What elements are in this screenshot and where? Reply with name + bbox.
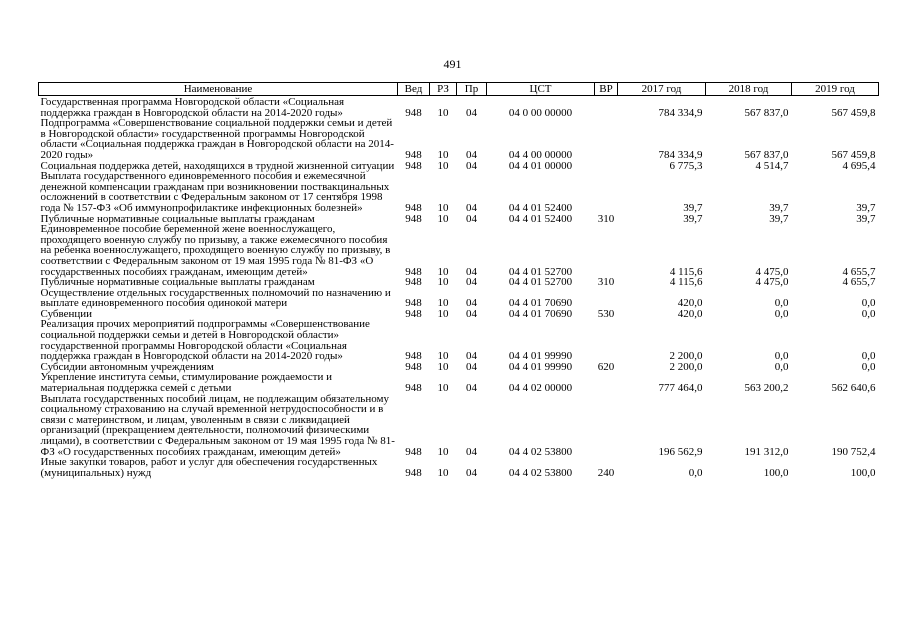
col-header-2019: 2019 год [792, 83, 879, 96]
table-row [39, 96, 879, 119]
cell-name: Государственная программа Новгородской области «Социальная поддержка граждан в Новгородской области на 2014-2020 годы» [40, 96, 345, 119]
cell-2019: 4 695,4 [842, 159, 876, 172]
cell-name: Субвенции [40, 307, 93, 320]
table-row [39, 288, 879, 309]
cell-vr: 620 [597, 360, 615, 373]
cell-vr: 310 [597, 276, 615, 289]
cell-2019: 4 655,7 [842, 265, 876, 278]
budget-table [38, 82, 879, 478]
cell-2018: 567 837,0 [744, 106, 789, 119]
cell-vr [595, 118, 618, 160]
cell-2017: 784 334,9 [658, 106, 703, 119]
table-row [39, 457, 879, 478]
cell-2019: 100,0 [850, 466, 876, 479]
table-row [39, 319, 879, 361]
cell-2018: 4 514,7 [755, 159, 789, 172]
cell-2019: 39,7 [856, 201, 876, 214]
cell-pr: 04 [466, 159, 477, 172]
cell-2017: 4 115,6 [669, 276, 703, 289]
cell-pr: 04 [466, 276, 477, 289]
cell-vr: 240 [597, 466, 615, 479]
cell-2018: 0,0 [774, 297, 789, 310]
cell-2018: 39,7 [769, 201, 789, 214]
cell-ved: 948 [405, 297, 422, 310]
cell-rz: 10 [437, 201, 449, 214]
cell-2017: 777 464,0 [658, 382, 703, 395]
cell-ved: 948 [405, 265, 422, 278]
cell-rz: 10 [437, 297, 449, 310]
col-header-2017: 2017 год [618, 83, 706, 96]
cell-2017: 2 200,0 [669, 350, 703, 363]
table-row [39, 372, 879, 393]
cell-cst: 04 4 02 53800 [508, 445, 573, 458]
cell-2018: 563 200,2 [744, 382, 789, 395]
cell-rz: 10 [437, 212, 449, 225]
cell-name: Выплата государственного единовременного пособия и ежемесячной денежной компенсации гражданам при возникновении поствакцинальных осложнений в соответствии с Федеральным законом от 17 сентября 1998 года № 157-ФЗ «Об иммунопрофилактике инфекционных болезней» [40, 170, 390, 214]
cell-name: Публичные нормативные социальные выплаты гражданам [40, 276, 315, 289]
table-row [39, 171, 879, 213]
cell-cst: 04 4 02 53800 [508, 466, 573, 479]
cell-ved: 948 [405, 445, 422, 458]
cell-pr: 04 [466, 297, 477, 310]
cell-cst: 04 4 01 99990 [508, 350, 573, 363]
cell-2017: 0,0 [688, 466, 703, 479]
cell-ved: 948 [405, 360, 422, 373]
col-header-pr: Пр [457, 83, 487, 96]
col-header-cst: ЦСТ [487, 83, 595, 96]
col-header-rz: РЗ [430, 83, 457, 96]
cell-name: Единовременное пособие беременной жене военнослужащего, проходящего военную службу по призыву, а также ежемесячного пособия на ребенка военнослужащего, проходящего военную службу по призыву, в соответствии с Федеральным законом от 19 мая 1995 года № 81-ФЗ «О государственных пособиях гражданам, имеющим детей» [40, 223, 391, 278]
cell-2019: 562 640,6 [831, 382, 876, 395]
cell-rz: 10 [437, 159, 449, 172]
cell-vr: 530 [597, 307, 615, 320]
cell-2019: 0,0 [861, 350, 876, 363]
cell-2017: 6 775,3 [669, 159, 703, 172]
cell-rz: 10 [437, 445, 449, 458]
cell-2019: 567 459,8 [831, 148, 876, 161]
cell-pr: 04 [466, 466, 477, 479]
cell-2018: 4 475,0 [755, 265, 789, 278]
cell-rz: 10 [437, 466, 449, 479]
cell-cst: 04 4 01 70690 [508, 307, 573, 320]
cell-2018: 0,0 [774, 350, 789, 363]
cell-2017: 39,7 [683, 212, 703, 225]
cell-rz: 10 [437, 265, 449, 278]
cell-2018: 191 312,0 [744, 445, 789, 458]
cell-pr: 04 [466, 212, 477, 225]
cell-name: Подпрограмма «Совершенствование социальной поддержки семьи и детей в Новгородской области» государственной программы Новгородской области «Социальная поддержка граждан в Новгородской области на 2014-2020 годы» [40, 117, 394, 161]
cell-ved: 948 [405, 276, 422, 289]
table-row [39, 118, 879, 160]
cell-cst: 04 4 02 00000 [508, 382, 573, 395]
cell-cst: 04 4 01 70690 [508, 297, 573, 310]
cell-name: Укрепление института семьи, стимулирование рождаемости и материальная поддержка семей с детьми [40, 371, 332, 395]
cell-vr [595, 372, 618, 393]
cell-rz: 10 [437, 382, 449, 395]
table-row [39, 394, 879, 458]
cell-2017: 4 115,6 [669, 265, 703, 278]
cell-2018: 4 475,0 [755, 276, 789, 289]
cell-rz: 10 [437, 307, 449, 320]
cell-ved: 948 [405, 382, 422, 395]
cell-rz: 10 [437, 360, 449, 373]
cell-pr: 04 [466, 382, 477, 395]
cell-ved: 948 [405, 148, 422, 161]
cell-2018: 0,0 [774, 307, 789, 320]
cell-vr [595, 171, 618, 213]
cell-ved: 948 [405, 212, 422, 225]
cell-pr: 04 [466, 445, 477, 458]
cell-cst: 04 4 01 52700 [508, 265, 573, 278]
cell-pr: 04 [466, 106, 477, 119]
cell-cst: 04 0 00 00000 [508, 106, 573, 119]
page-number: 491 [443, 57, 462, 71]
table-header [39, 83, 879, 96]
cell-vr [595, 161, 618, 172]
cell-2019: 190 752,4 [831, 445, 876, 458]
cell-2019: 0,0 [861, 297, 876, 310]
cell-cst: 04 4 01 99990 [508, 360, 573, 373]
cell-name: Субсидии автономным учреждениям [40, 360, 214, 373]
cell-vr [595, 96, 618, 119]
cell-vr: 310 [597, 212, 615, 225]
cell-pr: 04 [466, 350, 477, 363]
cell-vr [595, 394, 618, 458]
cell-2017: 39,7 [683, 201, 703, 214]
cell-2019: 39,7 [856, 212, 876, 225]
cell-pr: 04 [466, 360, 477, 373]
table-body [39, 96, 879, 479]
cell-2017: 2 200,0 [669, 360, 703, 373]
cell-2018: 100,0 [763, 466, 789, 479]
cell-2019: 0,0 [861, 307, 876, 320]
cell-2019: 4 655,7 [842, 276, 876, 289]
cell-ved: 948 [405, 307, 422, 320]
cell-name: Выплата государственных пособий лицам, не подлежащим обязательному социальному страхованию на случай временной нетрудоспособности и в связи с материнством, и лицам, уволенным в связи с ликвидацией организаций (прекращением деятельности, полномочий физическими лицами), в соответствии с Федеральным законом от 19 мая 1995 года № 81-ФЗ «О государственных пособиях гражданам, имеющим детей» [40, 392, 395, 458]
cell-vr [595, 319, 618, 361]
cell-cst: 04 4 01 00000 [508, 159, 573, 172]
cell-rz: 10 [437, 148, 449, 161]
cell-pr: 04 [466, 148, 477, 161]
col-header-ved: Вед [398, 83, 430, 96]
cell-rz: 10 [437, 106, 449, 119]
cell-vr [595, 224, 618, 277]
cell-cst: 04 4 00 00000 [508, 148, 573, 161]
cell-ved: 948 [405, 159, 422, 172]
cell-2019: 567 459,8 [831, 106, 876, 119]
cell-cst: 04 4 01 52400 [508, 212, 573, 225]
col-header-vr: ВР [595, 83, 618, 96]
cell-rz: 10 [437, 350, 449, 363]
cell-cst: 04 4 01 52700 [508, 276, 573, 289]
cell-cst: 04 4 01 52400 [508, 201, 573, 214]
cell-2017: 420,0 [677, 307, 703, 320]
cell-ved: 948 [405, 350, 422, 363]
cell-pr: 04 [466, 307, 477, 320]
cell-2017: 420,0 [677, 297, 703, 310]
cell-name: Публичные нормативные социальные выплаты гражданам [40, 212, 315, 225]
cell-rz: 10 [437, 276, 449, 289]
cell-name: Осуществление отдельных государственных полномочий по назначению и выплате единовременного пособия одинокой матери [40, 286, 391, 310]
cell-ved: 948 [405, 201, 422, 214]
cell-pr: 04 [466, 265, 477, 278]
col-header-2018: 2018 год [706, 83, 792, 96]
cell-name: Иные закупки товаров, работ и услуг для обеспечения государственных (муниципальных) нужд [40, 456, 378, 479]
cell-2019: 0,0 [861, 360, 876, 373]
cell-2018: 0,0 [774, 360, 789, 373]
cell-2017: 784 334,9 [658, 148, 703, 161]
cell-2017: 196 562,9 [658, 445, 703, 458]
cell-ved: 948 [405, 466, 422, 479]
cell-name: Реализация прочих мероприятий подпрограммы «Совершенствование социальной поддержки семьи и детей в Новгородской области» государственной программы Новгородской области «Социальная поддержка граждан в Новгородской области на 2014-2020 годы» [40, 318, 370, 363]
cell-2018: 39,7 [769, 212, 789, 225]
col-header-name: Наименование [39, 83, 398, 96]
cell-pr: 04 [466, 201, 477, 214]
cell-ved: 948 [405, 106, 422, 119]
cell-vr [595, 288, 618, 309]
cell-name: Социальная поддержка детей, находящихся в трудной жизненной ситуации [40, 159, 395, 172]
cell-2018: 567 837,0 [744, 148, 789, 161]
table-row [39, 224, 879, 277]
